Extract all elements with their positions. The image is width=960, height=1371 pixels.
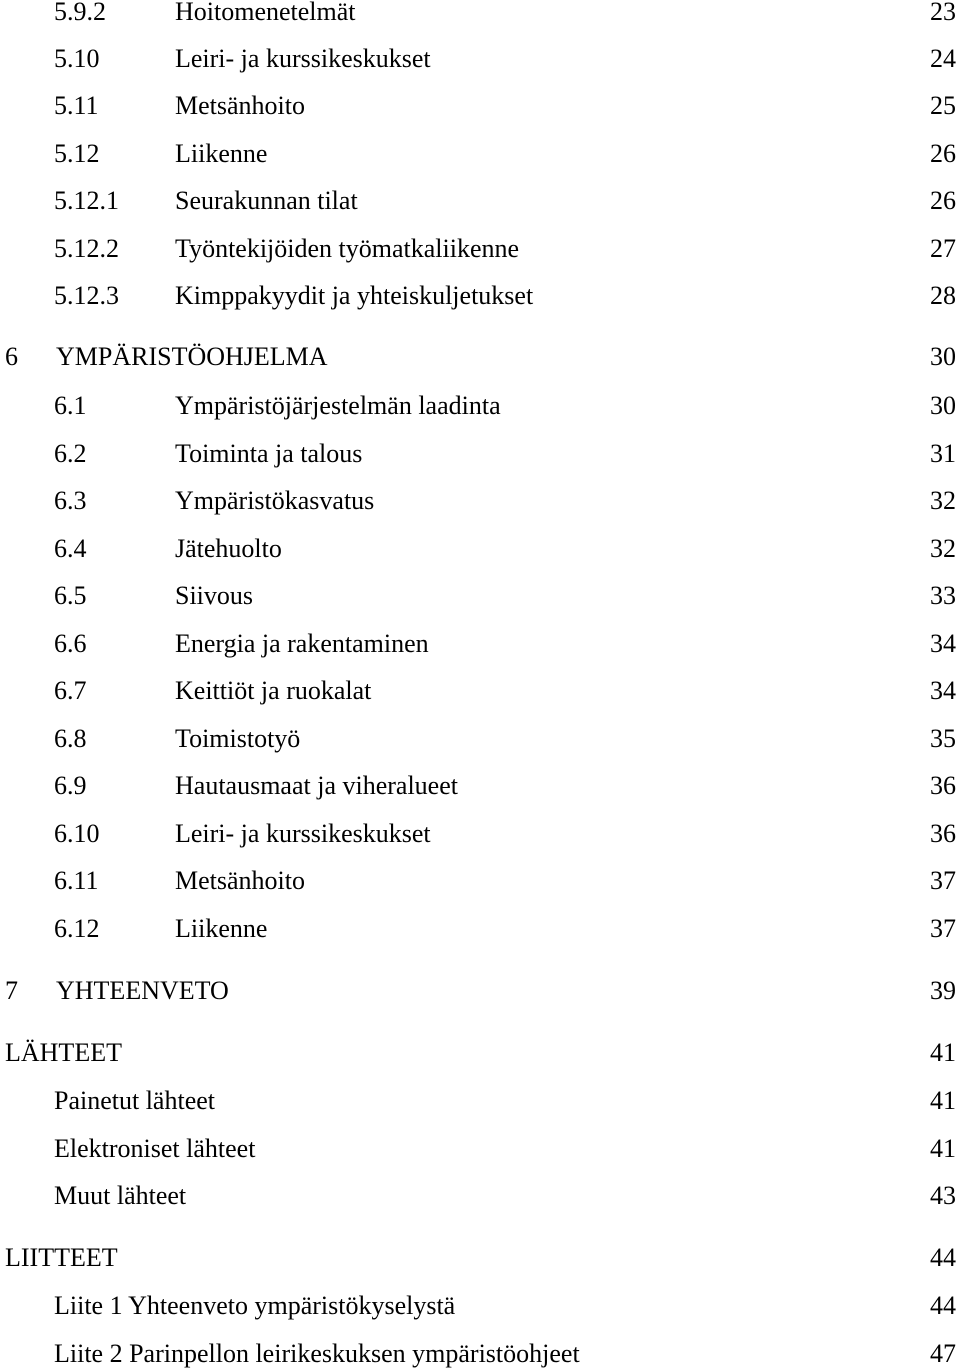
toc-entry-page: 27 [930,234,956,263]
toc-entry [0,769,960,803]
toc-chapter-page: 41 [930,1038,956,1067]
toc-entry-number: 5.12 [54,139,100,168]
toc-entry [0,389,960,423]
toc-entry [0,1179,960,1213]
toc-chapter-page: 39 [930,976,956,1005]
toc-entry-page: 37 [930,914,956,943]
toc-entry-number: 6.11 [54,866,99,895]
toc-entry-title: Energia ja rakentaminen [175,629,429,658]
toc-entry-title: Liite 2 Parinpellon leirikeskuksen ympäristöohjeet [54,1339,580,1368]
toc-entry-number: 6.5 [54,581,87,610]
toc-entry-page: 32 [930,534,956,563]
toc-entry-page: 23 [930,0,956,26]
toc-entry-page: 36 [930,819,956,848]
toc-entry-page: 32 [930,486,956,515]
toc-entry [0,817,960,851]
toc-entry-number: 6.10 [54,819,100,848]
toc-entry-page: 31 [930,439,956,468]
toc-entry-page: 34 [930,629,956,658]
toc-entry-title: Liikenne [175,914,268,943]
toc-entry-number: 6.8 [54,724,87,753]
toc-entry-title: Ympäristökasvatus [175,486,375,515]
toc-entry-number: 6.1 [54,391,87,420]
toc-entry-title: Hoitomenetelmät [175,0,356,26]
toc-entry-title: Leiri- ja kurssikeskukset [175,819,431,848]
toc-entry-page: 37 [930,866,956,895]
toc-entry-title: Liite 1 Yhteenveto ympäristökyselystä [54,1291,456,1320]
toc-chapter [0,974,960,1008]
toc-entry-page: 41 [930,1086,956,1115]
toc-entry [0,279,960,313]
toc-entry-title: Painetut lähteet [54,1086,216,1115]
toc-entry-page: 25 [930,91,956,120]
toc-entry-title: Metsänhoito [175,866,305,895]
toc-entry-title: Liikenne [175,139,268,168]
toc-entry-page: 41 [930,1134,956,1163]
toc-entry [0,1084,960,1118]
toc-entry-title: Keittiöt ja ruokalat [175,676,372,705]
toc-entry-page: 28 [930,281,956,310]
toc-entry-number: 6.4 [54,534,87,563]
toc-chapter [0,340,960,374]
toc-entry [0,532,960,566]
toc-entry-page: 44 [930,1291,956,1320]
toc-chapter-title: YMPÄRISTÖOHJELMA [56,342,328,371]
toc-entry-page: 43 [930,1181,956,1210]
toc-entry-number: 6.6 [54,629,87,658]
toc-entry-page: 35 [930,724,956,753]
toc-entry-page: 34 [930,676,956,705]
toc-entry [0,137,960,171]
toc-chapter-title: YHTEENVETO [56,976,229,1005]
toc-entry-number: 6.7 [54,676,87,705]
toc-entry [0,1289,960,1323]
toc-entry-number: 5.9.2 [54,0,106,26]
toc-entry-page: 26 [930,186,956,215]
toc-entry-title: Työntekijöiden työmatkaliikenne [175,234,520,263]
toc-entry-title: Jätehuolto [175,534,282,563]
toc-entry-number: 6.9 [54,771,87,800]
toc-entry [0,184,960,218]
toc-entry [0,674,960,708]
toc-entry-number: 6.2 [54,439,87,468]
toc-chapter-number: 6 [5,342,18,371]
toc-chapter [0,1036,960,1070]
toc-entry-number: 5.12.3 [54,281,119,310]
toc-entry [0,232,960,266]
toc-entry-title: Metsänhoito [175,91,305,120]
toc-entry [0,912,960,946]
toc-chapter [0,1241,960,1275]
toc-entry-title: Leiri- ja kurssikeskukset [175,44,431,73]
toc-entry [0,722,960,756]
toc-entry [0,0,960,29]
toc-entry [0,579,960,613]
toc-entry-page: 26 [930,139,956,168]
toc-chapter-title: LIITTEET [5,1243,118,1272]
toc-entry [0,484,960,518]
toc-chapter-page: 44 [930,1243,956,1272]
toc-chapter-title: LÄHTEET [5,1038,122,1067]
toc-entry [0,437,960,471]
toc-entry-title: Elektroniset lähteet [54,1134,256,1163]
toc-entry-number: 5.12.1 [54,186,119,215]
toc-entry-number: 6.12 [54,914,100,943]
toc-entry-number: 5.10 [54,44,100,73]
toc-entry [0,1132,960,1166]
toc-entry [0,864,960,898]
toc-entry-title: Ympäristöjärjestelmän laadinta [175,391,501,420]
toc-entry-number: 5.11 [54,91,99,120]
toc-entry-title: Muut lähteet [54,1181,187,1210]
toc-entry [0,1337,960,1371]
toc-entry [0,627,960,661]
toc-entry-title: Toimistotyö [175,724,301,753]
toc-entry-title: Seurakunnan tilat [175,186,358,215]
toc-entry-number: 5.12.2 [54,234,119,263]
toc-chapter-page: 30 [930,342,956,371]
toc-entry-title: Siivous [175,581,254,610]
toc-entry-title: Hautausmaat ja viheralueet [175,771,458,800]
toc-entry-page: 47 [930,1339,956,1368]
toc-entry-title: Toiminta ja talous [175,439,363,468]
toc-entry-number: 6.3 [54,486,87,515]
toc-entry-page: 36 [930,771,956,800]
toc-chapter-number: 7 [5,976,18,1005]
toc-entry-page: 24 [930,44,956,73]
toc-entry-page: 33 [930,581,956,610]
toc-entry [0,89,960,123]
toc-entry-page: 30 [930,391,956,420]
toc-entry [0,42,960,76]
toc-entry-title: Kimppakyydit ja yhteiskuljetukset [175,281,534,310]
